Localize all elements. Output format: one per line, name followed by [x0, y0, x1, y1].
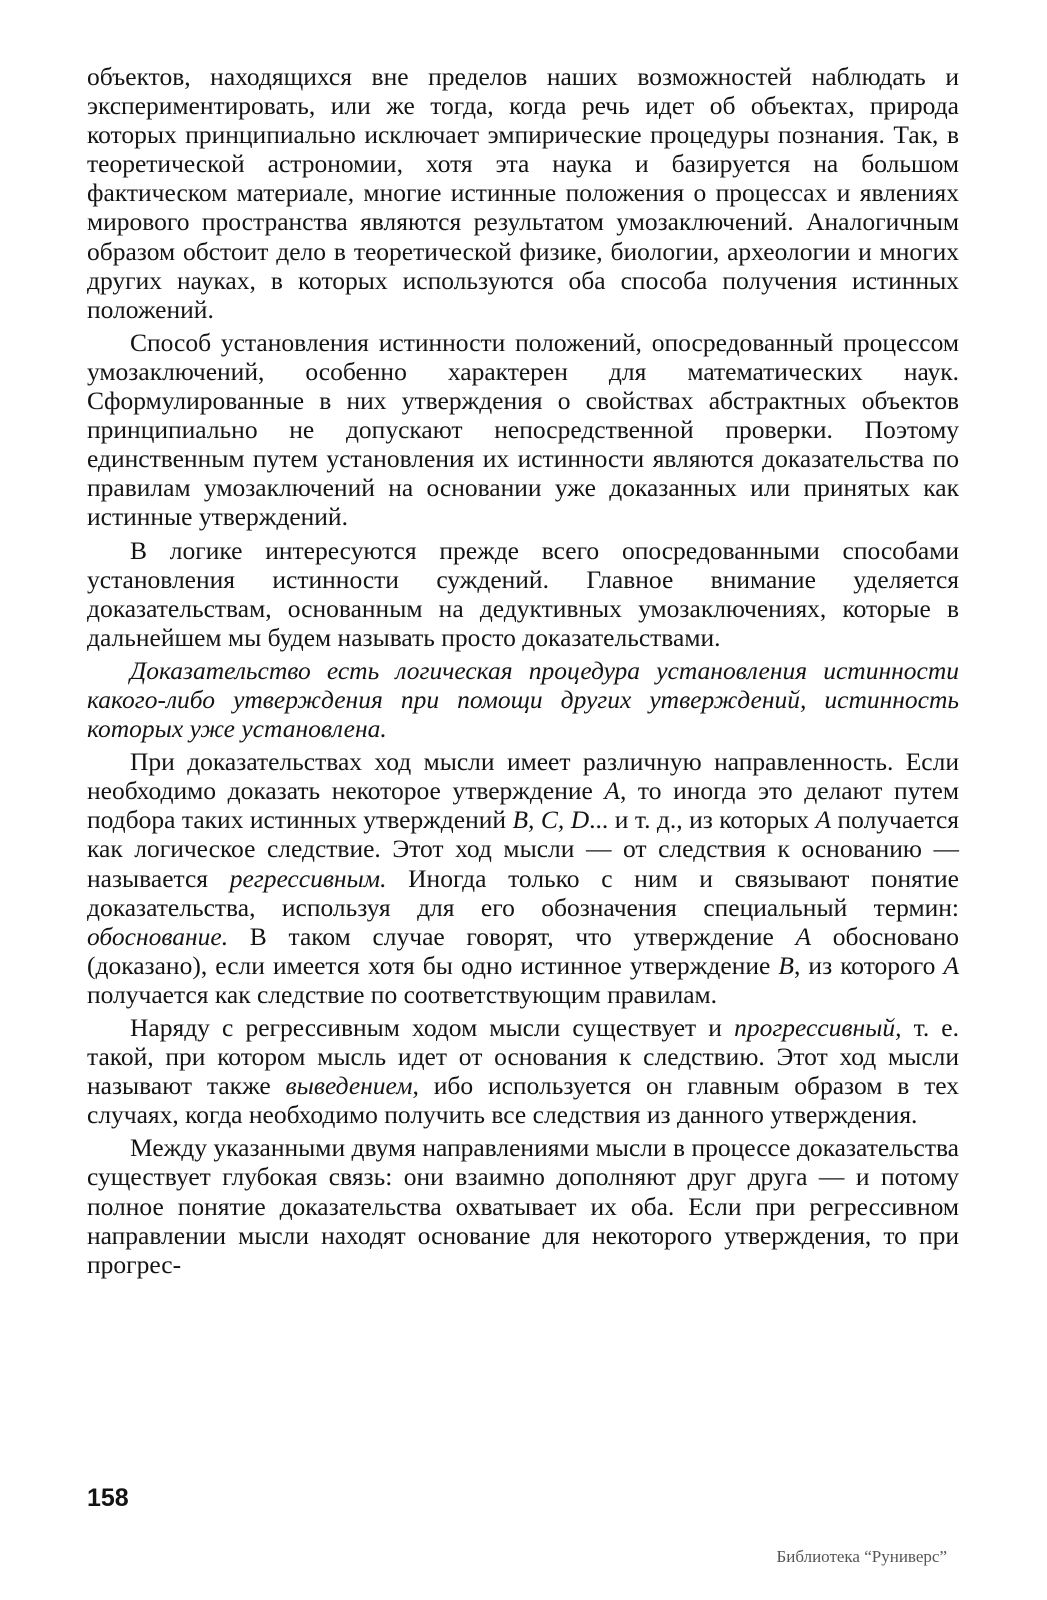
text-run: получается как логическое следствие. Этот ход мысли — от следствия к основанию — называется	[87, 805, 960, 893]
page-number: 158	[87, 1484, 129, 1512]
paragraph	[87, 747, 959, 1009]
italic-run: В	[778, 950, 794, 980]
library-credit: Библиотека “Руниверс”	[776, 1547, 947, 1566]
text-run: ибо используется он главным образом в тех случаях, когда необходимо получить все следствия из данного утверждения.	[87, 1071, 959, 1130]
text-run: При доказательствах ход мысли имеет различную направленность. Если необходимо доказать некоторое утверждение	[87, 747, 959, 806]
italic-run: А	[604, 776, 620, 806]
italic-run: А	[943, 950, 960, 980]
italic-run: В, С, D	[512, 805, 590, 835]
text-run: ... и т. д., из которых	[589, 805, 816, 835]
text-run: Наряду с регрессивным ходом мысли существует и	[130, 1013, 735, 1042]
paragraph: Способ установления истинности положений, опосредованный процессом умозаключений, особенно характерен для математических наук. Сформулированные в них утверждения о свойствах абстрактных объектов принципиально не допускают непосредственной проверки. Поэтому единственным путем установления их истинности являются доказательства по правилам умозаключений на основании уже доказанных или принятых как истинные утверждений.	[87, 327, 959, 532]
text-run: В таком случае говорят, что утверждение	[228, 921, 796, 951]
paragraph: В логике интересуются прежде всего опосредованными способами установления истинности суждений. Главное внимание уделяется доказательствам, основанным на дедуктивных умозаключениях, которые в дальнейшем мы будем называть просто доказательствами.	[87, 535, 959, 652]
italic-term: обоснование.	[87, 921, 229, 951]
text-run: обосновано (доказано), если имеется хотя бы одно истинное утверждение	[87, 921, 959, 980]
text-run: т. е. такой, при котором мысль идет от основания к следствию. Этот ход мысли называют также	[87, 1013, 960, 1101]
text-run: , из которого	[793, 950, 944, 980]
italic-term: выведением,	[285, 1071, 419, 1101]
paragraph: Между указанными двумя направлениями мысли в процессе доказательства существует глубокая связь: они взаимно дополняют друг друга — и потому полное понятие доказательства охватывает их оба. Если при регрессивном направлении мысли находят основание для некоторого утверждения, то при прогрес-	[87, 1133, 959, 1279]
paragraph: объектов, находящихся вне пределов наших возможностей наблюдать и экспериментировать, или же тогда, когда речь идет об объектах, природа которых принципиально исключает эмпирические процедуры познания. Так, в теоретической астрономии, хотя эта наука и базируется на большом фактическом материале, многие истинные положения о процессах и явлениях мирового пространства являются результатом умозаключений. Аналогичным образом обстоит дело в теоретической физике, биологии, археологии и многих других науках, в которых используются оба способа получения истинных положений.	[87, 62, 959, 324]
definition-paragraph: Доказательство есть логическая процедура установления истинности какого-либо утверждения при помощи других утверждений, истинность которых уже установлена.	[87, 655, 959, 744]
page-body	[87, 62, 959, 1279]
italic-run: А	[795, 921, 812, 951]
italic-run: А	[815, 805, 832, 835]
text-run: получается как следствие по соответствующим правилам.	[87, 979, 718, 1009]
text-run: Иногда только с ним и связывают понятие доказательства, используя для его обозначения специальный термин:	[87, 863, 959, 922]
italic-term: прогрессивный,	[734, 1013, 902, 1042]
text-run: , то иногда это делают путем подбора таких истинных утверждений	[87, 776, 959, 835]
italic-term: регрессивным.	[229, 863, 387, 893]
paragraph	[87, 1013, 959, 1129]
